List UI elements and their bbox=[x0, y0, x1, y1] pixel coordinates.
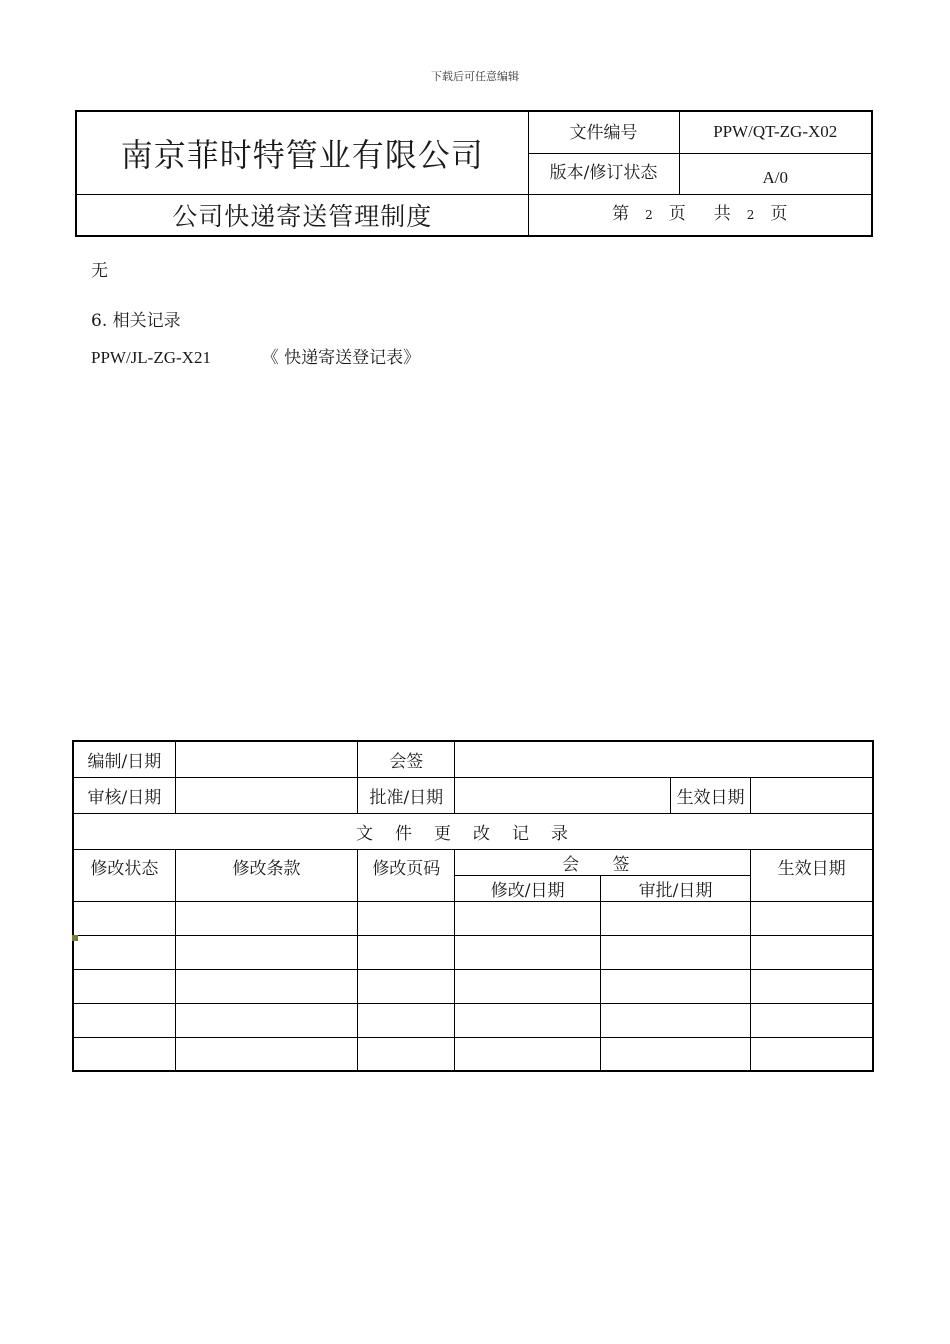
document-header-table bbox=[75, 110, 873, 237]
record-code: PPW/JL-ZG-X21 bbox=[91, 348, 211, 367]
approve-label: 批准/日期 bbox=[358, 777, 455, 813]
table-row bbox=[73, 901, 873, 935]
record-name: 《 快递寄送登记表》 bbox=[261, 348, 421, 368]
table-row bbox=[73, 1037, 873, 1071]
page-current: 2 bbox=[645, 207, 653, 222]
compile-field bbox=[175, 741, 357, 777]
col-effective-date: 生效日期 bbox=[751, 849, 873, 901]
company-name: 南京菲时特管业有限公司 bbox=[76, 111, 528, 194]
document-title: 公司快递寄送管理制度 bbox=[76, 194, 528, 236]
version-value: A/0 bbox=[679, 153, 872, 194]
page-total: 2 bbox=[746, 207, 755, 222]
col-status: 修改状态 bbox=[73, 849, 175, 901]
col-modify-date: 修改/日期 bbox=[455, 875, 600, 901]
compile-label: 编制/日期 bbox=[73, 741, 175, 777]
col-clause: 修改条款 bbox=[175, 849, 357, 901]
doc-number-value: PPW/QT-ZG-X02 bbox=[679, 111, 872, 153]
countersign-label: 会签 bbox=[358, 741, 455, 777]
change-record-title: 文件更改记录 bbox=[73, 813, 873, 849]
review-field bbox=[175, 777, 357, 813]
version-label: 版本/修订状态 bbox=[528, 153, 679, 194]
approve-field bbox=[455, 777, 671, 813]
table-row bbox=[73, 935, 873, 969]
signature-change-table bbox=[72, 740, 874, 1072]
col-approve-date: 审批/日期 bbox=[600, 875, 750, 901]
doc-number-label: 文件编号 bbox=[528, 111, 679, 153]
page-unit: 页 bbox=[668, 203, 686, 224]
effective-field bbox=[751, 777, 873, 813]
col-page: 修改页码 bbox=[358, 849, 455, 901]
review-label: 审核/日期 bbox=[73, 777, 175, 813]
section-heading: 6. 相关记录 bbox=[91, 311, 181, 331]
record-line bbox=[91, 343, 420, 368]
page-total-prefix: 共 bbox=[713, 203, 731, 224]
table-row bbox=[73, 969, 873, 1003]
watermark-text: 下载后可任意编辑 bbox=[431, 70, 519, 83]
effective-label: 生效日期 bbox=[670, 777, 750, 813]
countersign-field bbox=[455, 741, 873, 777]
none-text: 无 bbox=[91, 261, 108, 281]
page-prefix: 第 bbox=[612, 203, 630, 224]
page-total-unit: 页 bbox=[770, 203, 788, 224]
table-row bbox=[73, 1003, 873, 1037]
anchor-marker bbox=[72, 935, 78, 941]
page-indicator bbox=[528, 194, 872, 236]
col-countersign: 会 签 bbox=[455, 849, 751, 875]
